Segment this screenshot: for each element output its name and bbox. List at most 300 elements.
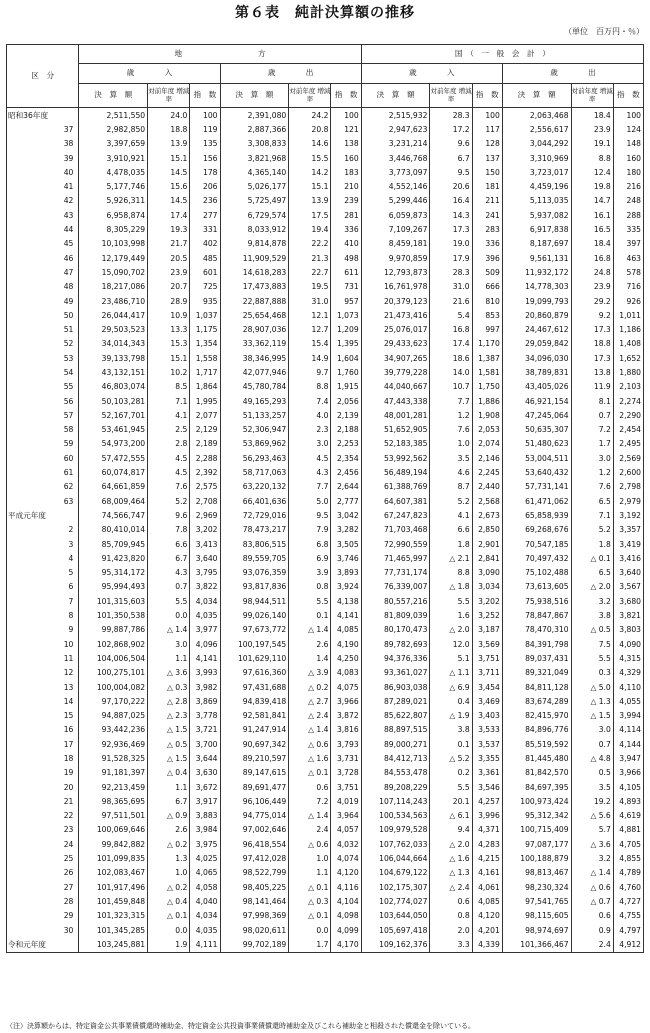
local-revenue-index-cell: 119 — [190, 122, 220, 136]
year-cell: 8 — [7, 608, 79, 622]
table-row — [7, 237, 644, 251]
local-revenue-amount-cell: 97,511,501 — [79, 809, 148, 823]
year-cell: 16 — [7, 723, 79, 737]
year-cell: 24 — [7, 837, 79, 851]
local-expenditure-change-cell: 15.1 — [289, 179, 331, 193]
local-expenditure-change-cell: 13.9 — [289, 194, 331, 208]
national-expenditure-amount-cell: 3,310,969 — [502, 151, 571, 165]
national-revenue-change-cell: 18.6 — [430, 351, 472, 365]
local-revenue-change-cell: 1.9 — [148, 937, 190, 952]
national-revenue-index-cell: 117 — [472, 122, 502, 136]
local-expenditure-index-cell: 4,032 — [331, 837, 361, 851]
year-cell: 57 — [7, 408, 79, 422]
national-revenue-change-cell: 4.1 — [430, 508, 472, 522]
local-expenditure-change-cell: △ 0.6 — [289, 737, 331, 751]
national-expenditure-amount-cell: 65,858,939 — [502, 508, 571, 522]
national-revenue-index-cell: 2,568 — [472, 494, 502, 508]
national-revenue-amount-cell: 16,761,978 — [361, 280, 430, 294]
national-revenue-amount-cell: 25,076,017 — [361, 322, 430, 336]
local-expenditure-header: 歳 出 — [220, 64, 361, 84]
local-expenditure-index-cell: 210 — [331, 179, 361, 193]
local-expenditure-change-cell: 31.0 — [289, 294, 331, 308]
local-revenue-change-cell: 8.5 — [148, 380, 190, 394]
local-revenue-amount-cell: 91,181,397 — [79, 766, 148, 780]
national-expenditure-amount-cell: 24,467,612 — [502, 322, 571, 336]
national-revenue-amount-cell: 61,388,769 — [361, 480, 430, 494]
national-expenditure-amount-cell: 75,938,516 — [502, 594, 571, 608]
local-revenue-index-cell: 3,883 — [190, 809, 220, 823]
local-expenditure-amount-cell: 45,780,784 — [220, 380, 289, 394]
national-expenditure-index-cell: 4,329 — [613, 666, 643, 680]
national-expenditure-change-cell: 19.1 — [571, 137, 613, 151]
table-row — [7, 580, 644, 594]
local-expenditure-amount-cell: 2,391,080 — [220, 108, 289, 123]
year-cell: 45 — [7, 237, 79, 251]
table-row — [7, 280, 644, 294]
table-row — [7, 851, 644, 865]
national-revenue-index-cell: 396 — [472, 251, 502, 265]
table-row — [7, 894, 644, 908]
national-revenue-change-cell: 17.2 — [430, 122, 472, 136]
local-revenue-change-cell: 0.0 — [148, 923, 190, 937]
local-expenditure-change-cell: 21.3 — [289, 251, 331, 265]
national-expenditure-amount-cell: 85,519,592 — [502, 737, 571, 751]
national-revenue-index-cell: 1,387 — [472, 351, 502, 365]
national-expenditure-amount-cell: 75,102,488 — [502, 566, 571, 580]
local-header: 地 方 — [79, 45, 361, 64]
local-revenue-index-cell: 4,025 — [190, 851, 220, 865]
local-revenue-change-cell: △ 3.6 — [148, 666, 190, 680]
table-row — [7, 780, 644, 794]
local-revenue-index-cell: 3,700 — [190, 737, 220, 751]
local-revenue-change-cell: 4.3 — [148, 566, 190, 580]
national-expenditure-amount-cell: 82,415,970 — [502, 708, 571, 722]
local-revenue-index-cell: 3,975 — [190, 837, 220, 851]
national-expenditure-change-cell: 5.7 — [571, 823, 613, 837]
local-expenditure-index-cell: 281 — [331, 208, 361, 222]
national-revenue-index-cell: 3,403 — [472, 708, 502, 722]
local-expenditure-amount-cell: 78,473,217 — [220, 523, 289, 537]
national-revenue-change-cell: 0.1 — [430, 737, 472, 751]
national-revenue-amount-cell: 105,697,418 — [361, 923, 430, 937]
national-revenue-change-cell: 5.5 — [430, 594, 472, 608]
local-expenditure-change-cell: △ 0.2 — [289, 680, 331, 694]
national-revenue-index-cell: 4,257 — [472, 794, 502, 808]
national-revenue-amount-cell: 86,903,038 — [361, 680, 430, 694]
local-expenditure-amount-cell: 98,141,464 — [220, 894, 289, 908]
local-expenditure-change-cell: 7.9 — [289, 523, 331, 537]
national-expenditure-index-cell: 2,798 — [613, 480, 643, 494]
table-row — [7, 308, 644, 322]
local-expenditure-index-cell: 498 — [331, 251, 361, 265]
national-expenditure-index-cell: 100 — [613, 108, 643, 123]
national-revenue-index-cell: 4,161 — [472, 866, 502, 880]
national-revenue-change-cell: 17.4 — [430, 337, 472, 351]
table-row — [7, 251, 644, 265]
local-revenue-change-cell: 4.5 — [148, 451, 190, 465]
year-cell: 22 — [7, 809, 79, 823]
year-cell: 10 — [7, 637, 79, 651]
national-revenue-index-cell: 2,146 — [472, 451, 502, 465]
local-expenditure-amount-cell: 89,691,477 — [220, 780, 289, 794]
national-revenue-change-cell: 1.6 — [430, 608, 472, 622]
year-cell: 47 — [7, 265, 79, 279]
local-revenue-amount-cell: 43,132,151 — [79, 365, 148, 379]
local-expenditure-amount-cell: 3,308,833 — [220, 137, 289, 151]
national-expenditure-amount-cell: 98,974,697 — [502, 923, 571, 937]
local-expenditure-change-cell: △ 1.4 — [289, 723, 331, 737]
local-expenditure-change-cell: 4.0 — [289, 408, 331, 422]
local-revenue-index-cell: 2,129 — [190, 423, 220, 437]
national-expenditure-amount-cell: 9,561,131 — [502, 251, 571, 265]
national-expenditure-change-cell: 2.4 — [571, 937, 613, 952]
national-expenditure-change-cell: 0.7 — [571, 737, 613, 751]
national-expenditure-index-cell: 2,569 — [613, 451, 643, 465]
local-revenue-amount-cell: 54,973,200 — [79, 437, 148, 451]
national-revenue-change-cell: △ 6.9 — [430, 680, 472, 694]
local-revenue-index-cell: 3,202 — [190, 523, 220, 537]
local-revenue-index-cell: 3,640 — [190, 551, 220, 565]
table-row — [7, 594, 644, 608]
national-revenue-change-cell: 17.3 — [430, 222, 472, 236]
year-cell: 62 — [7, 480, 79, 494]
national-revenue-change-cell: 6.7 — [430, 151, 472, 165]
national-revenue-change-cell: 0.6 — [430, 894, 472, 908]
local-revenue-change-cell: 20.5 — [148, 251, 190, 265]
local-revenue-index-cell: 601 — [190, 265, 220, 279]
local-expenditure-amount-cell: 22,887,888 — [220, 294, 289, 308]
national-expenditure-index-cell: 4,110 — [613, 680, 643, 694]
local-expenditure-change-cell: △ 0.1 — [289, 766, 331, 780]
national-expenditure-change-cell: △ 1.5 — [571, 708, 613, 722]
national-expenditure-change-cell: 3.2 — [571, 851, 613, 865]
local-revenue-change-cell: 0.7 — [148, 580, 190, 594]
year-cell: 52 — [7, 337, 79, 351]
national-expenditure-change-cell: 16.1 — [571, 208, 613, 222]
national-expenditure-change-cell: 16.5 — [571, 222, 613, 236]
local-expenditure-change-cell: 14.9 — [289, 351, 331, 365]
local-expenditure-change-cell: 7.2 — [289, 794, 331, 808]
national-expenditure-change-cell: 9.2 — [571, 308, 613, 322]
national-expenditure-index-cell: 3,803 — [613, 623, 643, 637]
national-revenue-change-cell: 6.6 — [430, 523, 472, 537]
national-revenue-change-cell: 21.6 — [430, 294, 472, 308]
national-revenue-amount-cell: 88,897,515 — [361, 723, 430, 737]
national-expenditure-change-cell: 18.4 — [571, 237, 613, 251]
national-revenue-index-cell: 4,120 — [472, 909, 502, 923]
year-cell: 58 — [7, 423, 79, 437]
local-expenditure-change-cell: △ 0.6 — [289, 837, 331, 851]
table-row — [7, 194, 644, 208]
year-cell: 13 — [7, 680, 79, 694]
national-revenue-amount-cell: 100,534,563 — [361, 809, 430, 823]
local-expenditure-change-cell: 4.3 — [289, 465, 331, 479]
local-revenue-amount-cell: 60,074,817 — [79, 465, 148, 479]
national-expenditure-index-cell: 4,881 — [613, 823, 643, 837]
local-expenditure-change-cell: 0.0 — [289, 923, 331, 937]
local-revenue-index-cell: 3,822 — [190, 580, 220, 594]
local-expenditure-amount-cell: 56,293,463 — [220, 451, 289, 465]
national-revenue-amount-cell: 7,109,267 — [361, 222, 430, 236]
national-expenditure-change-cell: △ 1.3 — [571, 694, 613, 708]
national-expenditure-index-cell: 4,144 — [613, 737, 643, 751]
local-expenditure-change-cell: 20.8 — [289, 122, 331, 136]
local-expenditure-index-cell: 1,209 — [331, 322, 361, 336]
local-expenditure-index-cell: 3,042 — [331, 508, 361, 522]
table-row — [7, 723, 644, 737]
national-expenditure-amount-cell: 5,937,082 — [502, 208, 571, 222]
national-expenditure-change-cell: △ 0.1 — [571, 551, 613, 565]
national-revenue-index-cell: 3,355 — [472, 751, 502, 765]
local-revenue-index-cell: 1,995 — [190, 394, 220, 408]
local-expenditure-amount-cell: 96,418,554 — [220, 837, 289, 851]
national-revenue-change-cell: △ 1.9 — [430, 708, 472, 722]
local-revenue-amount-cell: 100,004,082 — [79, 680, 148, 694]
national-revenue-change-cell: 28.3 — [430, 108, 472, 123]
local-revenue-index-cell: 725 — [190, 280, 220, 294]
national-expenditure-change-cell: 7.6 — [571, 480, 613, 494]
local-expenditure-amount-cell: 97,412,028 — [220, 851, 289, 865]
national-expenditure-index-cell: 3,966 — [613, 766, 643, 780]
national-expenditure-change-cell: △ 0.7 — [571, 894, 613, 908]
local-revenue-amount-cell: 53,461,945 — [79, 423, 148, 437]
national-expenditure-amount-cell: 78,847,867 — [502, 608, 571, 622]
local-revenue-change-cell: △ 0.2 — [148, 880, 190, 894]
year-cell: 51 — [7, 322, 79, 336]
local-revenue-index-cell: 935 — [190, 294, 220, 308]
local-expenditure-change-cell: 12.1 — [289, 308, 331, 322]
national-expenditure-amount-cell: 78,470,310 — [502, 623, 571, 637]
local-revenue-change-cell: △ 1.4 — [148, 623, 190, 637]
national-expenditure-amount-cell: 53,004,511 — [502, 451, 571, 465]
table-row — [7, 451, 644, 465]
national-revenue-index-cell: 3,090 — [472, 566, 502, 580]
local-expenditure-index-cell: 138 — [331, 137, 361, 151]
local-revenue-index-cell: 206 — [190, 179, 220, 193]
national-expenditure-amount-cell: 81,445,480 — [502, 751, 571, 765]
national-revenue-change-cell: △ 2.0 — [430, 837, 472, 851]
national-revenue-index-cell: 2,841 — [472, 551, 502, 565]
national-revenue-amount-cell: 81,809,039 — [361, 608, 430, 622]
local-revenue-change-cell: △ 0.5 — [148, 737, 190, 751]
local-revenue-amount-cell: 101,459,848 — [79, 894, 148, 908]
local-revenue-change-cell: 24.0 — [148, 108, 190, 123]
national-expenditure-change-cell: 8.1 — [571, 394, 613, 408]
local-expenditure-index-cell: 3,728 — [331, 766, 361, 780]
national-revenue-change-cell: 3.3 — [430, 937, 472, 952]
national-revenue-change-cell: 14.0 — [430, 365, 472, 379]
local-revenue-amount-cell: 104,006,504 — [79, 651, 148, 665]
local-revenue-amount-cell: 85,709,945 — [79, 537, 148, 551]
year-cell: 14 — [7, 694, 79, 708]
local-revenue-index-cell: 3,721 — [190, 723, 220, 737]
local-revenue-change-cell: 2.6 — [148, 823, 190, 837]
local-revenue-change-cell: △ 2.8 — [148, 694, 190, 708]
local-revenue-amount-cell: 15,090,702 — [79, 265, 148, 279]
national-revenue-index-cell: 4,085 — [472, 894, 502, 908]
national-revenue-index-cell: 3,533 — [472, 723, 502, 737]
national-revenue-change-cell: 3.8 — [430, 723, 472, 737]
local-revenue-amount-cell: 91,423,820 — [79, 551, 148, 565]
year-cell: 4 — [7, 551, 79, 565]
local-revenue-index-cell: 2,575 — [190, 480, 220, 494]
national-expenditure-change-cell: 11.9 — [571, 380, 613, 394]
national-expenditure-change-cell: 19.2 — [571, 794, 613, 808]
national-expenditure-amount-cell: 38,789,831 — [502, 365, 571, 379]
national-expenditure-amount-cell: 70,547,185 — [502, 537, 571, 551]
national-expenditure-change-cell: 0.6 — [571, 909, 613, 923]
local-expenditure-amount-cell: 97,998,369 — [220, 909, 289, 923]
local-revenue-index-cell: 4,040 — [190, 894, 220, 908]
local-revenue-index-cell: 2,392 — [190, 465, 220, 479]
national-revenue-index-cell: 3,187 — [472, 623, 502, 637]
local-expenditure-change-cell: 15.4 — [289, 337, 331, 351]
local-expenditure-amount-cell: 99,026,140 — [220, 608, 289, 622]
table-row — [7, 208, 644, 222]
local-revenue-amount-cell: 26,044,417 — [79, 308, 148, 322]
local-expenditure-index-cell: 4,074 — [331, 851, 361, 865]
table-row — [7, 322, 644, 336]
national-expenditure-index-cell: 1,880 — [613, 365, 643, 379]
national-revenue-index-cell: 3,252 — [472, 608, 502, 622]
year-cell: 61 — [7, 465, 79, 479]
year-cell: 17 — [7, 737, 79, 751]
local-expenditure-amount-cell: 93,076,359 — [220, 566, 289, 580]
local-expenditure-change-cell: 5.5 — [289, 594, 331, 608]
local-revenue-index-cell: 3,413 — [190, 537, 220, 551]
table-row — [7, 823, 644, 837]
national-revenue-change-cell: 17.9 — [430, 251, 472, 265]
national-revenue-amount-cell: 6,059,873 — [361, 208, 430, 222]
national-revenue-index-cell: 3,569 — [472, 637, 502, 651]
local-expenditure-amount-cell: 72,729,016 — [220, 508, 289, 522]
table-row — [7, 165, 644, 179]
unit-label: （単位 百万円・％） — [564, 27, 644, 36]
table-row — [7, 551, 644, 565]
national-revenue-amount-cell: 72,990,559 — [361, 537, 430, 551]
local-expenditure-change-cell: 0.6 — [289, 780, 331, 794]
national-expenditure-change-cell: 29.2 — [571, 294, 613, 308]
local-expenditure-change-cell: 14.2 — [289, 165, 331, 179]
local-expenditure-amount-cell: 63,220,132 — [220, 480, 289, 494]
national-revenue-amount-cell: 21,473,416 — [361, 308, 430, 322]
local-expenditure-change-cell: 24.2 — [289, 108, 331, 123]
national-revenue-amount-cell: 80,170,473 — [361, 623, 430, 637]
national-revenue-index-cell: 4,061 — [472, 880, 502, 894]
local-expenditure-amount-cell: 2,887,366 — [220, 122, 289, 136]
national-revenue-change-cell: 9.5 — [430, 165, 472, 179]
local-expenditure-index-cell: 2,188 — [331, 423, 361, 437]
national-revenue-index-cell: 509 — [472, 265, 502, 279]
national-expenditure-amount-cell: 97,087,177 — [502, 837, 571, 851]
local-expenditure-change-cell: △ 3.9 — [289, 666, 331, 680]
national-revenue-amount-cell: 106,044,664 — [361, 851, 430, 865]
national-expenditure-change-cell: 3.0 — [571, 451, 613, 465]
local-expenditure-amount-cell: 98,944,511 — [220, 594, 289, 608]
local-revenue-amount-cell: 5,177,746 — [79, 179, 148, 193]
local-expenditure-change-cell: 22.2 — [289, 237, 331, 251]
local-expenditure-index-cell: 3,282 — [331, 523, 361, 537]
local-revenue-index-cell: 4,111 — [190, 937, 220, 952]
local-expenditure-change-cell: 2.6 — [289, 637, 331, 651]
national-expenditure-change-cell: 7.2 — [571, 423, 613, 437]
table-row — [7, 179, 644, 193]
national-revenue-amount-cell: 89,782,693 — [361, 637, 430, 651]
local-expenditure-change-cell: 6.9 — [289, 551, 331, 565]
local-expenditure-amount-cell: 92,581,841 — [220, 708, 289, 722]
local-revenue-change-cell: 6.7 — [148, 794, 190, 808]
local-expenditure-change-cell: 1.1 — [289, 866, 331, 880]
local-expenditure-change-cell: 1.4 — [289, 651, 331, 665]
local-expenditure-index-cell: 1,915 — [331, 380, 361, 394]
national-revenue-change-cell: 14.3 — [430, 208, 472, 222]
national-expenditure-amount-cell: 100,973,424 — [502, 794, 571, 808]
local-expenditure-change-cell: 19.4 — [289, 222, 331, 236]
local-expenditure-index-cell: 4,250 — [331, 651, 361, 665]
national-expenditure-amount-cell: 84,811,128 — [502, 680, 571, 694]
local-expenditure-amount-cell: 98,405,225 — [220, 880, 289, 894]
table-row — [7, 623, 644, 637]
national-expenditure-amount-cell: 47,245,064 — [502, 408, 571, 422]
national-revenue-change-cell: △ 5.2 — [430, 751, 472, 765]
local-revenue-index-cell: 1,717 — [190, 365, 220, 379]
local-revenue-amount-cell: 3,910,921 — [79, 151, 148, 165]
local-expenditure-change-cell: 4.5 — [289, 451, 331, 465]
national-revenue-index-cell: 4,371 — [472, 823, 502, 837]
national-revenue-amount-cell: 102,175,307 — [361, 880, 430, 894]
local-revenue-index-cell: 4,096 — [190, 637, 220, 651]
national-revenue-amount-cell: 2,947,623 — [361, 122, 430, 136]
year-cell: 38 — [7, 137, 79, 151]
local-expenditure-index-cell: 1,395 — [331, 337, 361, 351]
local-revenue-index-cell: 4,058 — [190, 880, 220, 894]
national-expenditure-amount-cell: 95,312,342 — [502, 809, 571, 823]
national-revenue-change-cell: 9.4 — [430, 823, 472, 837]
local-revenue-change-cell: △ 0.4 — [148, 894, 190, 908]
local-revenue-index-cell: 1,558 — [190, 351, 220, 365]
national-revenue-amount-cell: 52,183,385 — [361, 437, 430, 451]
table-row — [7, 923, 644, 937]
national-revenue-index-cell: 100 — [472, 108, 502, 123]
table-row — [7, 909, 644, 923]
national-expenditure-index-cell: 148 — [613, 137, 643, 151]
local-revenue-change-cell: 7.8 — [148, 523, 190, 537]
local-expenditure-change-cell: 17.5 — [289, 208, 331, 222]
local-expenditure-amount-cell: 98,522,799 — [220, 866, 289, 880]
national-revenue-change-cell: 9.6 — [430, 137, 472, 151]
local-revenue-amount-cell: 3,397,659 — [79, 137, 148, 151]
local-expenditure-index-cell: 239 — [331, 194, 361, 208]
local-expenditure-index-cell: 731 — [331, 280, 361, 294]
local-revenue-change-cell: 1.1 — [148, 780, 190, 794]
local-expenditure-index-cell: 3,893 — [331, 566, 361, 580]
local-expenditure-amount-cell: 89,559,705 — [220, 551, 289, 565]
national-revenue-change-cell: 4.6 — [430, 465, 472, 479]
local-expenditure-amount-cell: 52,306,947 — [220, 423, 289, 437]
national-revenue-index-cell: 2,440 — [472, 480, 502, 494]
national-expenditure-amount-cell: 89,321,049 — [502, 666, 571, 680]
local-revenue-change-cell: 0.0 — [148, 608, 190, 622]
national-expenditure-change-cell: △ 4.8 — [571, 751, 613, 765]
national-expenditure-amount-cell: 2,556,617 — [502, 122, 571, 136]
local-expenditure-amount-cell: 83,806,515 — [220, 537, 289, 551]
national-revenue-index-cell: 666 — [472, 280, 502, 294]
national-expenditure-index-cell: 397 — [613, 237, 643, 251]
national-expenditure-change-cell: 3.5 — [571, 780, 613, 794]
local-expenditure-amount-cell: 94,775,014 — [220, 809, 289, 823]
local-expenditure-change-cell: 14.6 — [289, 137, 331, 151]
national-revenue-index-cell: 853 — [472, 308, 502, 322]
